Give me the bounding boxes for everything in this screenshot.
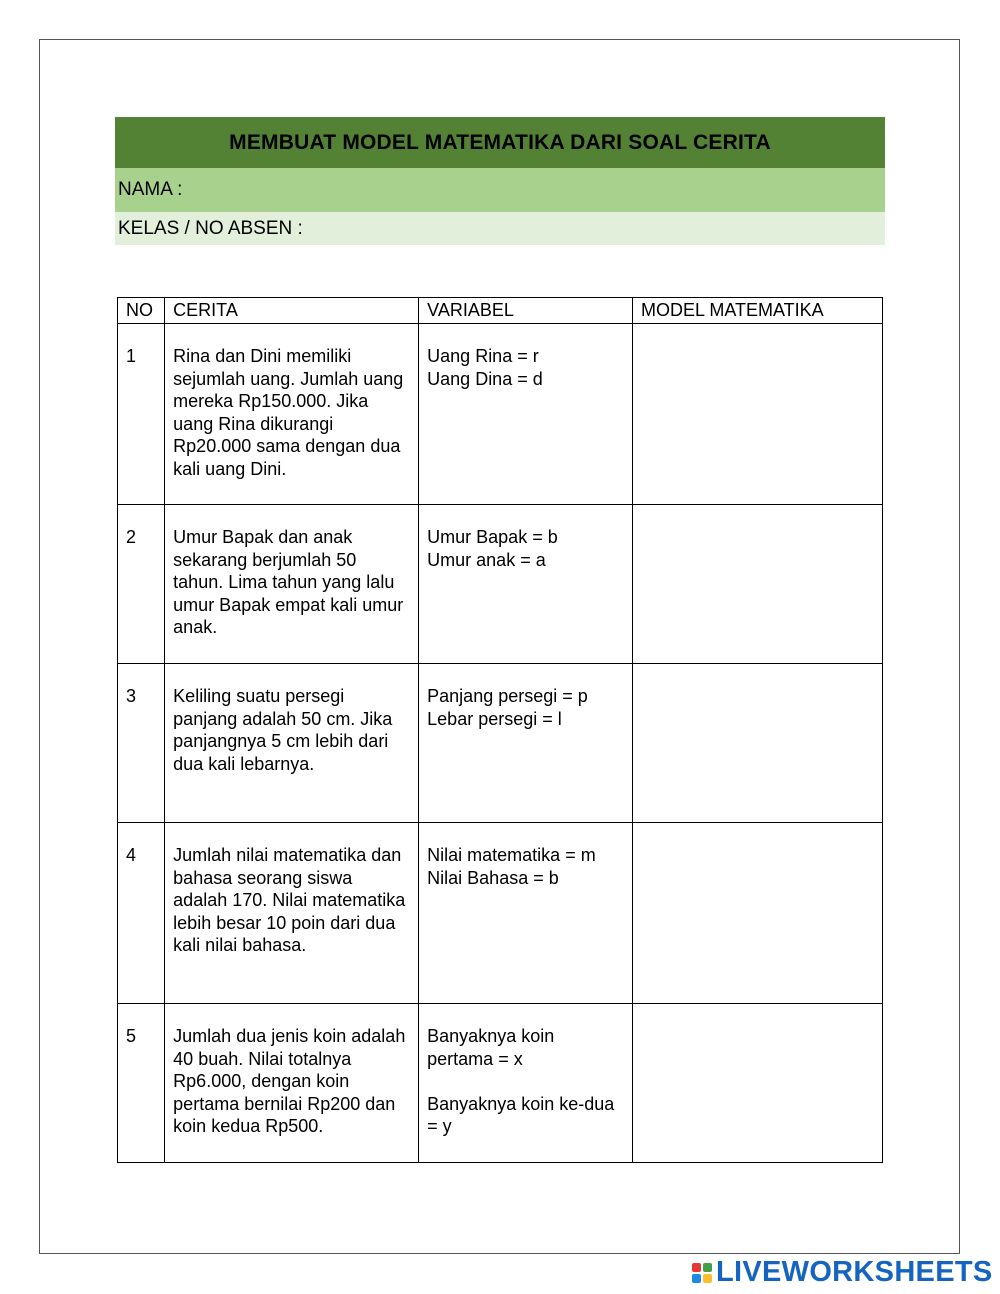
variable-line: Umur Bapak = b: [427, 527, 558, 547]
column-header-cerita: CERITA: [165, 298, 419, 324]
model-answer-field[interactable]: [632, 505, 882, 664]
class-field[interactable]: [115, 212, 885, 245]
variable-line: Banyaknya koin pertama = x: [427, 1026, 555, 1069]
variable-cell: [419, 664, 633, 823]
model-answer-field[interactable]: [632, 1004, 882, 1163]
column-header-model: MODEL MATEMATIKA: [632, 298, 882, 324]
variable-line: Uang Rina = r: [427, 346, 539, 366]
model-answer-field[interactable]: [632, 324, 882, 505]
table-row: [118, 505, 883, 664]
logo-square-icon: [692, 1274, 701, 1283]
liveworksheets-logo-icon: [692, 1263, 712, 1283]
variable-line: Umur anak = a: [427, 549, 546, 570]
variable-cell: [419, 823, 633, 1004]
story-text: Umur Bapak dan anak sekarang berjumlah 50 tahun. Lima tahun yang lalu umur Bapak empat kali umur anak.: [165, 505, 419, 664]
variable-line: Lebar persegi = l: [427, 708, 562, 729]
variable-line: Nilai matematika = m: [427, 845, 596, 865]
table-row: [118, 823, 883, 1004]
variable-line: Uang Dina = d: [427, 368, 543, 389]
model-answer-field[interactable]: [632, 823, 882, 1004]
variable-cell: [419, 505, 633, 664]
story-problem-table: [117, 297, 883, 1163]
variable-line: Panjang persegi = p: [427, 686, 588, 706]
story-text: Jumlah dua jenis koin adalah 40 buah. Nilai totalnya Rp6.000, dengan koin pertama bernilai Rp200 dan koin kedua Rp500.: [165, 1004, 419, 1163]
variable-cell: [419, 1004, 633, 1163]
worksheet-header: [115, 117, 885, 245]
variable-spacer: [427, 1070, 624, 1093]
logo-square-icon: [703, 1274, 712, 1283]
class-label: KELAS / NO ABSEN :: [118, 217, 303, 239]
story-text: Keliling suatu persegi panjang adalah 50 cm. Jika panjangnya 5 cm lebih dari dua kali lebarnya.: [165, 664, 419, 823]
row-number: 4: [118, 823, 165, 1004]
variable-line: Banyaknya koin ke-dua = y: [427, 1093, 615, 1137]
model-answer-field[interactable]: [632, 664, 882, 823]
name-label: NAMA :: [118, 179, 183, 200]
story-text: Rina dan Dini memiliki sejumlah uang. Jumlah uang mereka Rp150.000. Jika uang Rina dikurangi Rp20.000 sama dengan dua kali uang Dini.: [165, 324, 419, 505]
logo-square-icon: [703, 1263, 712, 1272]
name-field[interactable]: [115, 168, 885, 212]
table-row: [118, 664, 883, 823]
column-header-no: NO: [118, 298, 165, 324]
row-number: 3: [118, 664, 165, 823]
table-row: [118, 1004, 883, 1163]
story-text: Jumlah nilai matematika dan bahasa seorang siswa adalah 170. Nilai matematika lebih besar 10 poin dari dua kali nilai bahasa.: [165, 823, 419, 1004]
variable-cell: [419, 324, 633, 505]
logo-wordmark: LIVEWORKSHEETS: [716, 1256, 993, 1288]
row-number: 1: [118, 324, 165, 505]
variable-line: Nilai Bahasa = b: [427, 867, 559, 888]
liveworksheets-logo: [692, 1256, 993, 1289]
table-row: [118, 324, 883, 505]
row-number: 5: [118, 1004, 165, 1163]
column-header-variabel: VARIABEL: [419, 298, 633, 324]
logo-square-icon: [692, 1263, 701, 1272]
worksheet-title: MEMBUAT MODEL MATEMATIKA DARI SOAL CERITA: [229, 130, 771, 154]
row-number: 2: [118, 505, 165, 664]
table-header-row: [118, 298, 883, 324]
title-bar: [115, 117, 885, 168]
